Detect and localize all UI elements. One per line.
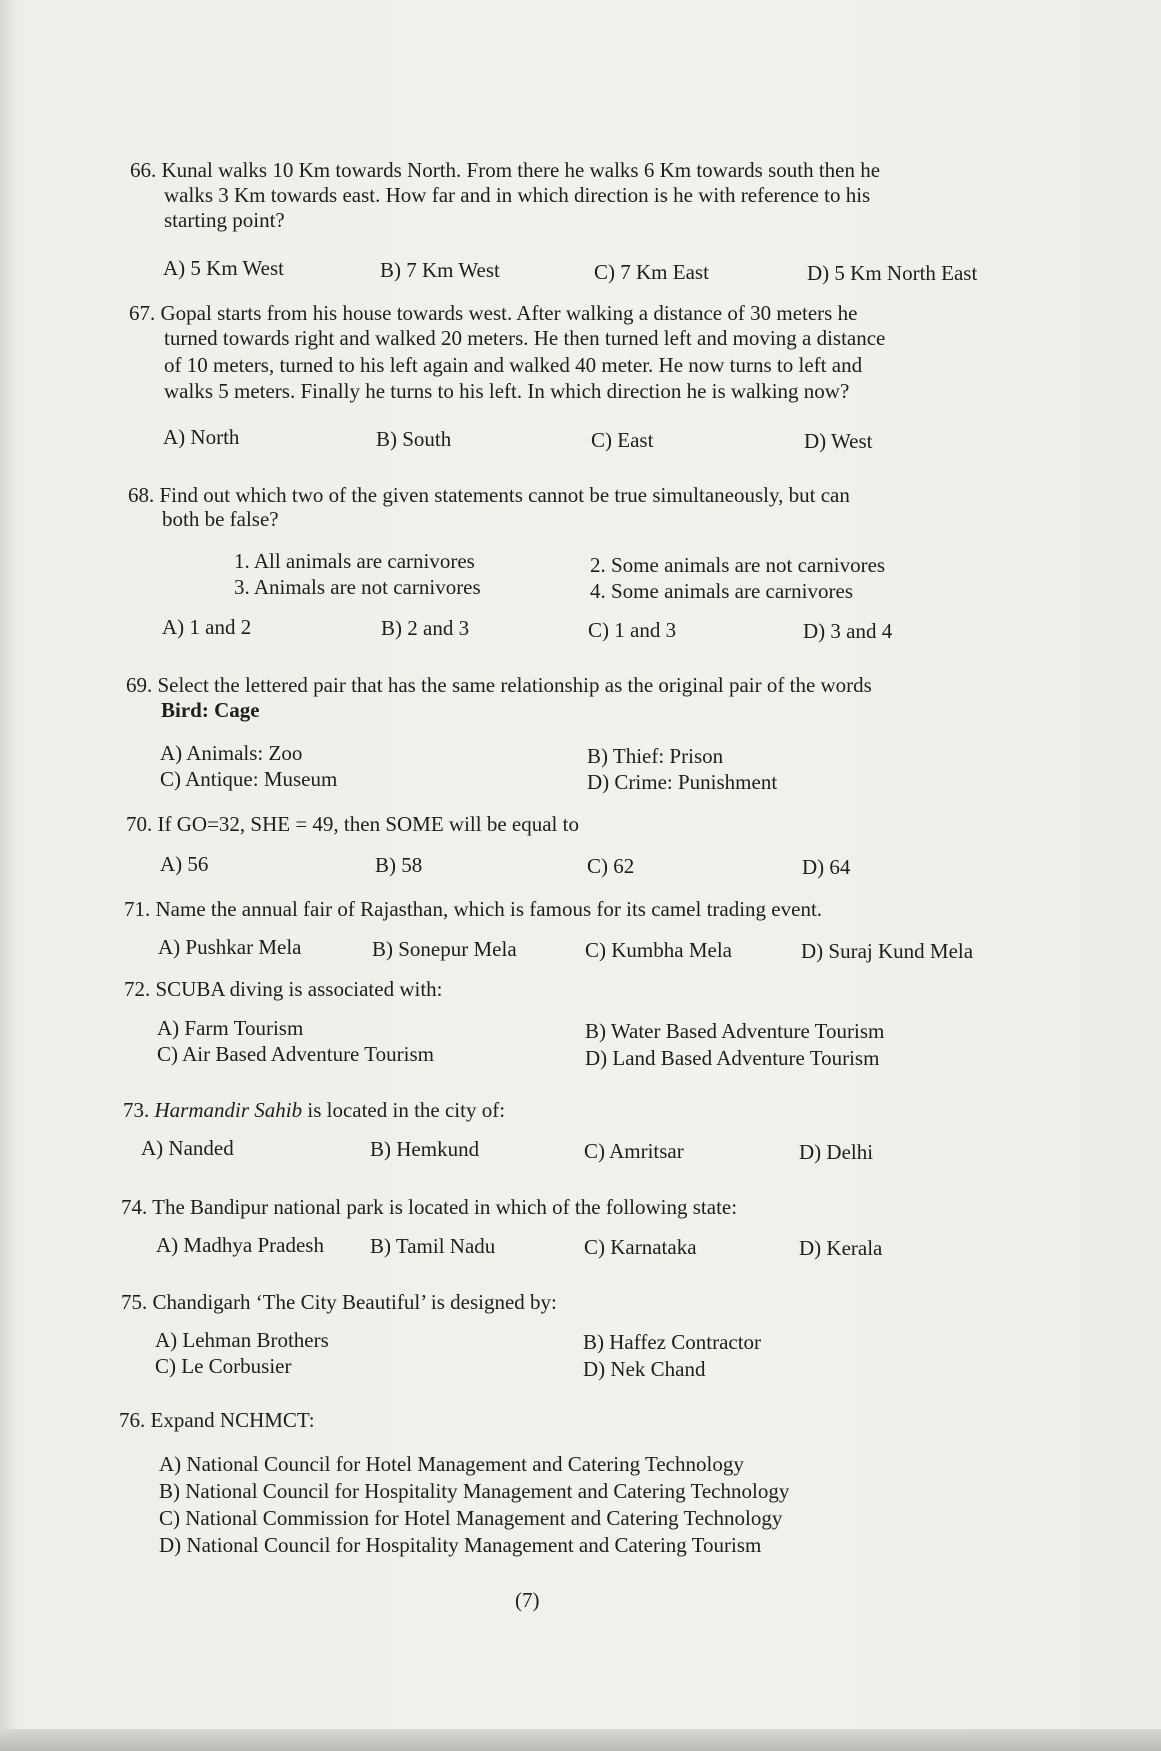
q71-option-d: D) Suraj Kund Mela (801, 939, 974, 963)
q68-option-b: B) 2 and 3 (381, 616, 470, 640)
q66-option-d: D) 5 Km North East (807, 261, 978, 285)
q72-option-d: D) Land Based Adventure Tourism (585, 1046, 880, 1070)
question-71-line-1: 71. Name the annual fair of Rajasthan, which is famous for its camel trading event. (124, 897, 823, 921)
q71-option-a: A) Pushkar Mela (158, 935, 302, 959)
q68-option-c: C) 1 and 3 (588, 618, 677, 642)
q68-statement-4: 4. Some animals are carnivores (590, 579, 853, 603)
q73-italic-place: Harmandir Sahib (154, 1098, 303, 1122)
question-68-line-1: 68. Find out which two of the given statements cannot be true simultaneously, but can (128, 483, 850, 507)
question-69-line-1: 69. Select the lettered pair that has the same relationship as the original pair of the words (126, 673, 872, 697)
q69-option-b: B) Thief: Prison (587, 744, 724, 768)
q74-option-a: A) Madhya Pradesh (156, 1233, 324, 1257)
q66-option-a: A) 5 Km West (163, 256, 284, 280)
q75-option-c: C) Le Corbusier (155, 1354, 292, 1378)
page-number: (7) (515, 1588, 540, 1612)
q71-option-b: B) Sonepur Mela (372, 937, 517, 961)
question-72-line-1: 72. SCUBA diving is associated with: (124, 977, 443, 1001)
q76-option-a: A) National Council for Hotel Management and Catering Technology (159, 1452, 744, 1476)
q72-option-c: C) Air Based Adventure Tourism (157, 1042, 434, 1066)
q74-option-d: D) Kerala (799, 1236, 883, 1260)
q68-option-d: D) 3 and 4 (803, 619, 893, 643)
question-70-line-1: 70. If GO=32, SHE = 49, then SOME will be equal to (126, 812, 579, 836)
q68-option-a: A) 1 and 2 (162, 615, 252, 639)
q66-option-c: C) 7 Km East (594, 260, 709, 284)
question-68-line-2: both be false? (162, 507, 279, 531)
q73-option-b: B) Hemkund (370, 1137, 480, 1161)
question-73-line-1 (123, 1097, 505, 1124)
q67-option-d: D) West (804, 429, 873, 453)
question-66-line-1: 66. Kunal walks 10 Km towards North. From there he walks 6 Km towards south then he (130, 158, 881, 182)
q68-statement-3: 3. Animals are not carnivores (234, 575, 481, 599)
q69-option-d: D) Crime: Punishment (587, 770, 778, 794)
question-74-line-1: 74. The Bandipur national park is located in which of the following state: (121, 1195, 738, 1219)
question-66-line-3: starting point? (164, 208, 285, 232)
question-76-line-1: 76. Expand NCHMCT: (119, 1408, 315, 1432)
question-67-line-2: turned towards right and walked 20 meters. He then turned left and moving a distance (164, 326, 886, 350)
q76-option-b: B) National Council for Hospitality Management and Catering Technology (159, 1479, 790, 1503)
q73-option-a: A) Nanded (141, 1136, 234, 1160)
q67-option-a: A) North (163, 425, 240, 449)
question-66-line-2: walks 3 Km towards east. How far and in which direction is he with reference to his (164, 183, 871, 207)
q67-option-c: C) East (591, 428, 654, 452)
q75-option-d: D) Nek Chand (583, 1357, 706, 1381)
q70-option-a: A) 56 (160, 852, 209, 876)
question-69-pair: Bird: Cage (161, 698, 260, 722)
q68-statement-1: 1. All animals are carnivores (234, 549, 475, 573)
q67-option-b: B) South (376, 427, 452, 451)
q74-option-b: B) Tamil Nadu (370, 1234, 496, 1258)
q66-option-b: B) 7 Km West (380, 258, 500, 282)
q73-option-c: C) Amritsar (584, 1139, 684, 1163)
q70-option-c: C) 62 (587, 854, 635, 878)
page-bottom-edge (0, 1729, 1161, 1751)
q72-option-a: A) Farm Tourism (157, 1016, 304, 1040)
q76-option-c: C) National Commission for Hotel Management and Catering Technology (159, 1506, 783, 1530)
q73-prefix: 73. (123, 1098, 155, 1122)
q73-option-d: D) Delhi (799, 1140, 874, 1164)
q69-option-a: A) Animals: Zoo (160, 741, 303, 765)
question-75-line-1: 75. Chandigarh ‘The City Beautiful’ is designed by: (121, 1290, 557, 1314)
q74-option-c: C) Karnataka (584, 1235, 697, 1259)
q76-option-d: D) National Council for Hospitality Management and Catering Tourism (159, 1533, 762, 1557)
q69-option-c: C) Antique: Museum (160, 767, 338, 791)
question-67-line-4: walks 5 meters. Finally he turns to his left. In which direction he is walking now? (164, 379, 850, 403)
q68-statement-2: 2. Some animals are not carnivores (590, 553, 886, 577)
question-67-line-1: 67. Gopal starts from his house towards west. After walking a distance of 30 meters he (129, 301, 858, 325)
q75-option-b: B) Haffez Contractor (583, 1330, 762, 1354)
question-67-line-3: of 10 meters, turned to his left again and walked 40 meter. He now turns to left and (164, 353, 863, 377)
q70-option-b: B) 58 (375, 853, 423, 877)
q75-option-a: A) Lehman Brothers (155, 1328, 329, 1352)
q70-option-d: D) 64 (802, 855, 851, 879)
q71-option-c: C) Kumbha Mela (585, 938, 732, 962)
q73-suffix: is located in the city of: (302, 1098, 506, 1122)
q72-option-b: B) Water Based Adventure Tourism (585, 1019, 885, 1043)
